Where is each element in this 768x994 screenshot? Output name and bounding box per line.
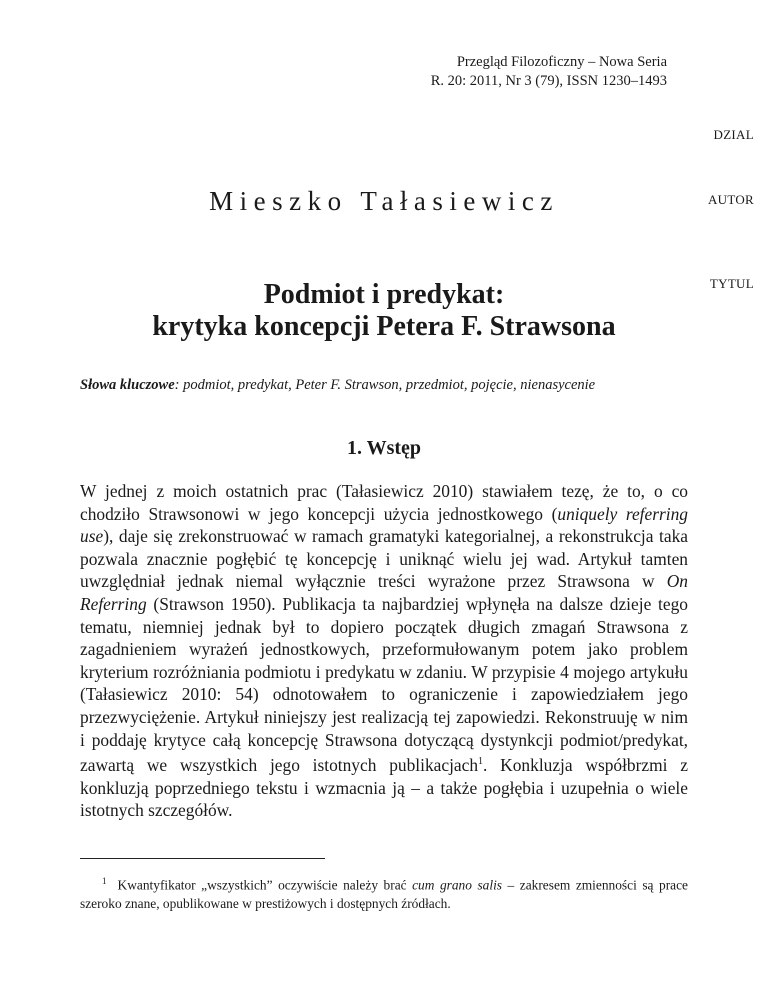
- keywords-text: podmiot, predykat, Peter F. Strawson, przedmiot, pojęcie, nienasycenie: [183, 377, 596, 393]
- body-italic-2: On Referring: [80, 571, 688, 614]
- footnote-number: 1: [102, 876, 107, 886]
- body-text-4: . Konkluzja współbrzmi z konkluzją poprzedniego tekstu i wzmacnia ją – a także pogłębia i uzupełnia o wiele istotnych szczegółów.: [80, 754, 688, 821]
- author-name: Mieszko Tałasiewicz: [209, 186, 559, 216]
- keywords-label-wrap: Słowa kluczowe:: [80, 377, 184, 393]
- footnote: [80, 872, 688, 913]
- article-title: [80, 279, 688, 343]
- margin-label-autor: AUTOR: [707, 192, 754, 207]
- body-paragraph: [80, 480, 688, 822]
- journal-name: Przegląd Filozoficzny – Nowa Seria: [456, 54, 667, 70]
- keywords-label: Słowa kluczowe: [80, 377, 175, 393]
- title-line-2: krytyka koncepcji Petera F. Strawsona: [152, 311, 616, 342]
- footnote-text-2: – zakresem zmienności są prace szeroko znane, opublikowane w prestiżowych i dostępnych źródłach.: [80, 877, 688, 912]
- footnote-text-1: Kwantyfikator „wszystkich” oczywiście należy brać: [117, 877, 413, 893]
- journal-volume: R. 20: 2011, Nr 3 (79), ISSN 1230–1493: [430, 73, 667, 89]
- footnote-ref[interactable]: 1: [478, 756, 484, 768]
- footnote-divider: [80, 858, 325, 859]
- body-text-3: (Strawson 1950). Publikacja ta najbardziej wpłynęła na dalsze dzieje tego tematu, niemniej jednak był to dopiero początek długich zmagań Strawsona z zagadnieniem wyrażeń jednostkowych, przeformułowanym potem jako problem kryterium rozróżniania podmiotu i predykatu w zdaniu. W przypisie 4 mojego artykułu (Tałasiewicz 2010: 54) odnotowałem to ograniczenie i zapowiedziałem jego przezwyciężenie. Artykuł niniejszy jest realizacją tej zapowiedzi. Rekonstruuję w nim i poddaję krytyce całą koncepcję Strawsona dotyczącą dystynkcji podmiot/predykat, zawartą we wszystkich jego istotnych publikacjach: [80, 593, 688, 775]
- title-line-1: Podmiot i predykat:: [263, 279, 505, 310]
- margin-label-dzial: DZIAL: [713, 127, 754, 142]
- body-text-1: W jednej z moich ostatnich prac (Tałasiewicz 2010) stawiałem tezę, że to, o co chodziło Strawsonowi w jego koncepcji użycia jednostkowego (: [80, 481, 688, 524]
- margin-label-tytul: TYTUL: [709, 276, 754, 291]
- body-text-2: ), daje się zrekonstruować w ramach gramatyki kategorialnej, a rekonstrukcja taka pozwala znacznie pogłębić tę koncepcję i uniknąć wielu jej wad. Artykuł tamten uwzględniał jednak niemal wyłącznie treści wyrażone przez Strawsona w: [80, 526, 688, 592]
- section-heading: 1. Wstęp: [346, 437, 422, 459]
- journal-header: [431, 53, 667, 91]
- keywords: [80, 374, 688, 397]
- footnote-italic: cum grano salis: [412, 877, 503, 893]
- body-italic-1: uniquely referring use: [80, 503, 688, 547]
